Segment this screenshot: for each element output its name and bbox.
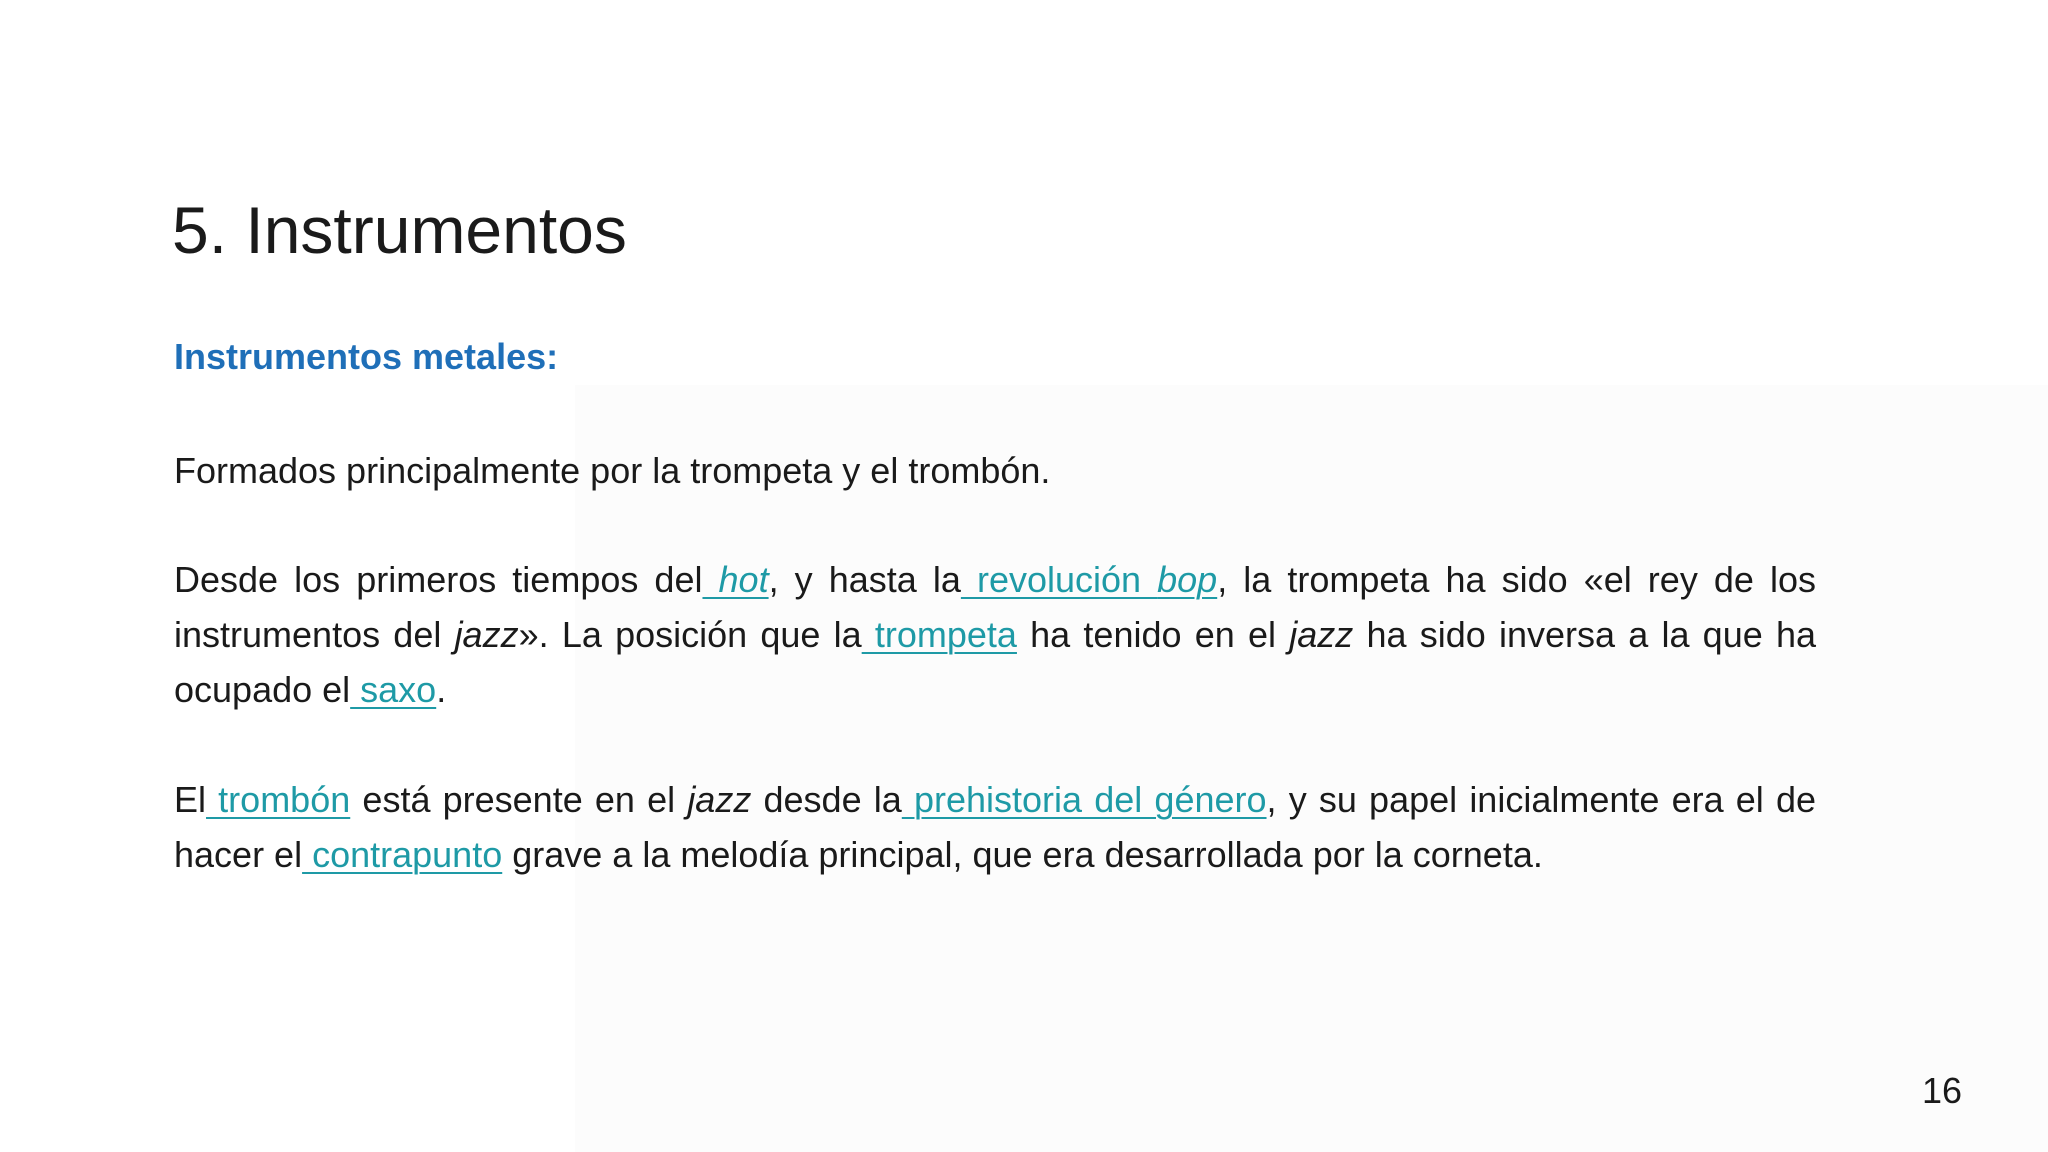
slide-title: 5. Instrumentos xyxy=(172,193,627,267)
section-heading: Instrumentos metales: xyxy=(174,336,559,377)
link-trombon[interactable]: trombón xyxy=(206,779,351,820)
text-segment: grave a la melodía principal, que era desarrollada por la corneta. xyxy=(502,834,1543,875)
paragraph-intro: Formados principalmente por la trompeta y el trombón. xyxy=(174,450,1051,491)
page-number: 16 xyxy=(1921,1070,1962,1111)
slide-background-shade xyxy=(575,385,2048,1152)
text-segment: . xyxy=(436,669,447,710)
link-trompeta[interactable]: trompeta xyxy=(861,614,1017,655)
text-segment: El xyxy=(174,779,207,820)
text-segment: , y su papel inicialmente era el de hacer el xyxy=(174,779,1817,875)
text-segment: desde la xyxy=(751,779,902,820)
link-contrapunto[interactable]: contrapunto xyxy=(302,834,503,875)
emphasis-jazz: jazz xyxy=(687,779,752,820)
text-segment: Desde los primeros tiempos del xyxy=(174,559,703,600)
link-prehistoria-del-genero[interactable]: prehistoria del género xyxy=(901,779,1267,820)
emphasis-jazz: jazz xyxy=(1289,614,1354,655)
link-hot[interactable] xyxy=(702,559,768,600)
paragraph-trumpet xyxy=(174,552,1816,717)
text-segment: ha sido inversa a la que ha ocupado el xyxy=(174,614,1816,710)
text-segment: , y hasta la xyxy=(768,559,961,600)
link-revolucion-text: revolución xyxy=(960,559,1158,600)
text-segment: ha tenido en el xyxy=(1016,614,1290,655)
link-saxo[interactable]: saxo xyxy=(350,669,437,710)
link-hot-text: hot xyxy=(702,559,769,600)
paragraph-trombone xyxy=(174,772,1816,882)
link-revolucion-bop[interactable] xyxy=(961,559,1217,600)
link-bop-text: bop xyxy=(1157,559,1218,600)
text-segment: está presente en el xyxy=(350,779,688,820)
emphasis-jazz: jazz xyxy=(454,614,519,655)
text-segment: , la trompeta ha sido «el rey de los instrumentos del xyxy=(174,559,1817,655)
text-segment: ». La posición que la xyxy=(518,614,862,655)
